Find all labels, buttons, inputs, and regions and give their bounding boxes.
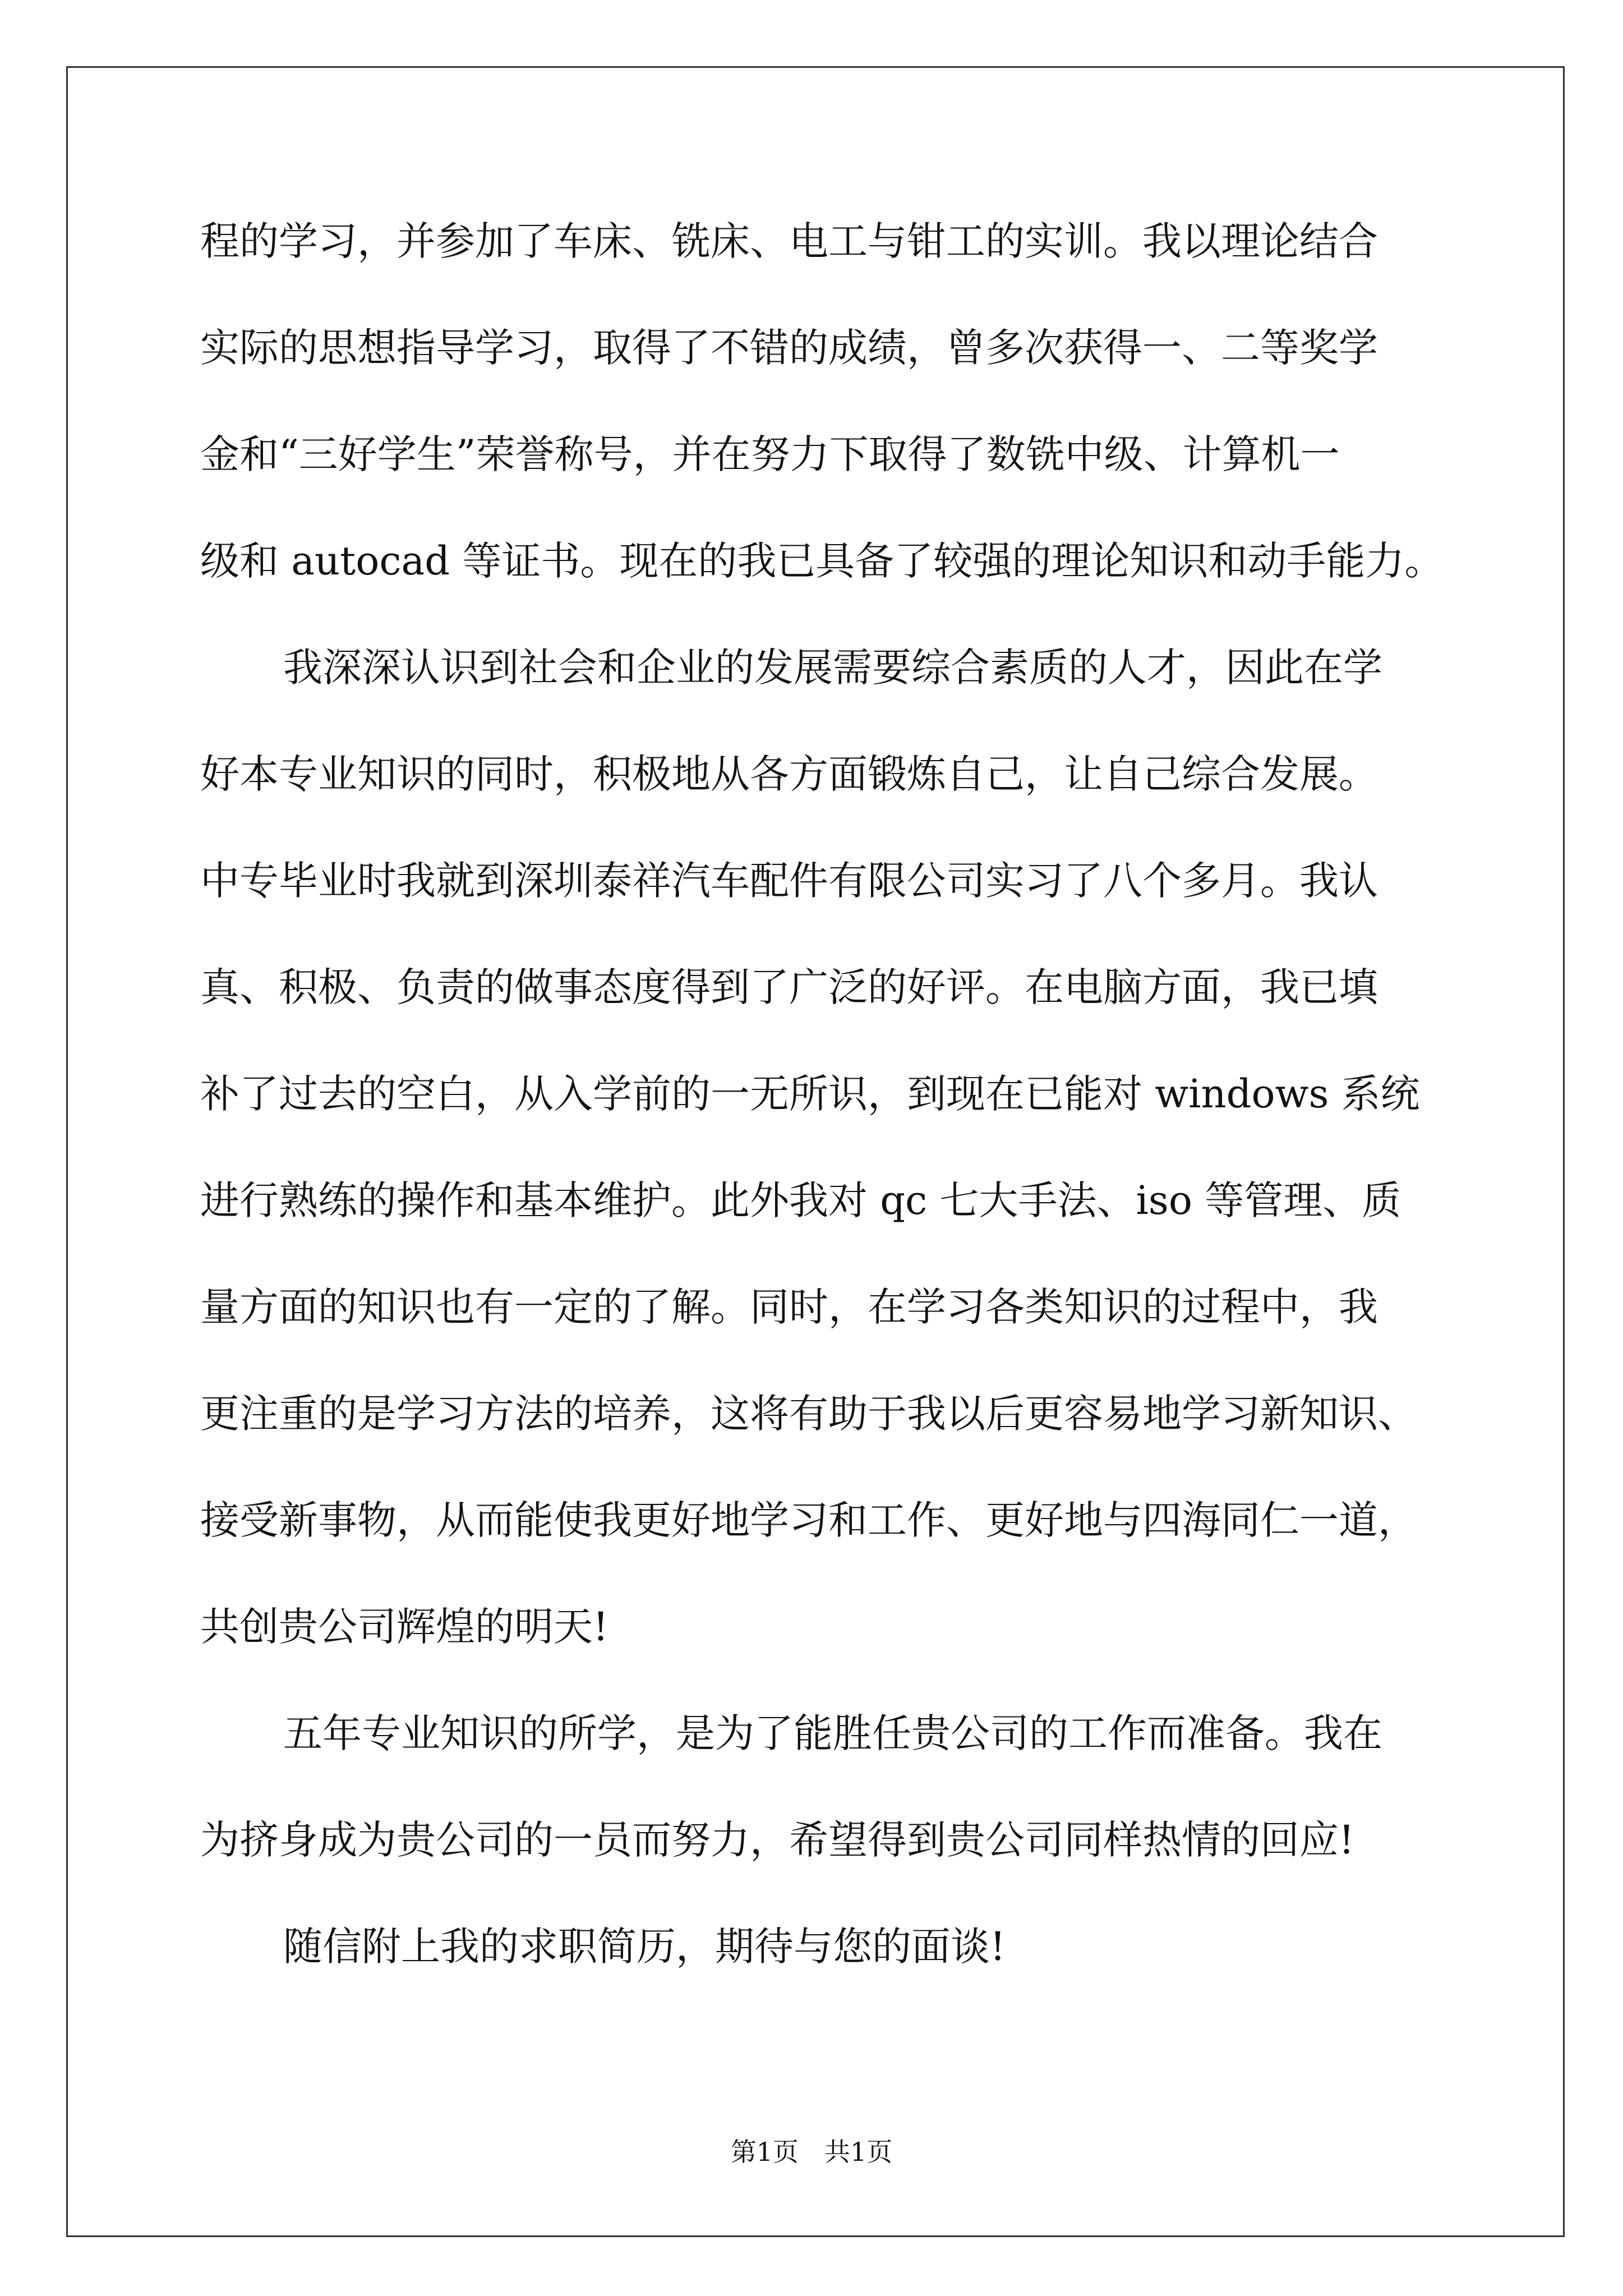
text-line: 补了过去的空白，从入学前的一无所识，到现在已能对 windows 系统: [200, 1071, 1420, 1117]
text-line: 量方面的知识也有一定的了解。同时，在学习各类知识的过程中，我: [200, 1284, 1378, 1330]
text-line: 实际的思想指导学习，取得了不错的成绩，曾多次获得一、二等奖学: [200, 325, 1378, 371]
page-number-footer: 第1页 共1页: [730, 2137, 893, 2167]
paragraph-start-line: 随信附上我的求职简历，期待与您的面谈!: [283, 1924, 1006, 1970]
text-line: 中专毕业时我就到深圳泰祥汽车配件有限公司实习了八个多月。我认: [200, 858, 1378, 904]
text-line: 进行熟练的操作和基本维护。此外我对 qc 七大手法、iso 等管理、质: [200, 1177, 1401, 1223]
text-line: 为挤身成为贵公司的一员而努力，希望得到贵公司同样热情的回应!: [200, 1817, 1355, 1863]
text-line: 好本专业知识的同时，积极地从各方面锻炼自己，让自己综合发展。: [200, 751, 1378, 797]
document-body: [200, 205, 1444, 2017]
paragraph-start-line: 我深深认识到社会和企业的发展需要综合素质的人才，因此在学: [283, 645, 1382, 691]
text-line: 更注重的是学习方法的培养，这将有助于我以后更容易地学习新知识、: [200, 1391, 1417, 1437]
text-line: 真、积极、负责的做事态度得到了广泛的好评。在电脑方面，我已填: [200, 964, 1378, 1010]
text-line: 级和 autocad 等证书。现在的我已具备了较强的理论知识和动手能力。: [200, 538, 1444, 584]
text-line: 金和“三好学生”荣誉称号，并在努力下取得了数铣中级、计算机一: [200, 431, 1340, 477]
text-line: 程的学习，并参加了车床、铣床、电工与钳工的实训。我以理论结合: [200, 218, 1378, 264]
text-line: 接受新事物，从而能使我更好地学习和工作、更好地与四海同仁一道，: [200, 1497, 1417, 1543]
text-line: 共创贵公司辉煌的明天!: [200, 1604, 609, 1650]
paragraph-start-line: 五年专业知识的所学，是为了能胜任贵公司的工作而准备。我在: [283, 1710, 1382, 1756]
